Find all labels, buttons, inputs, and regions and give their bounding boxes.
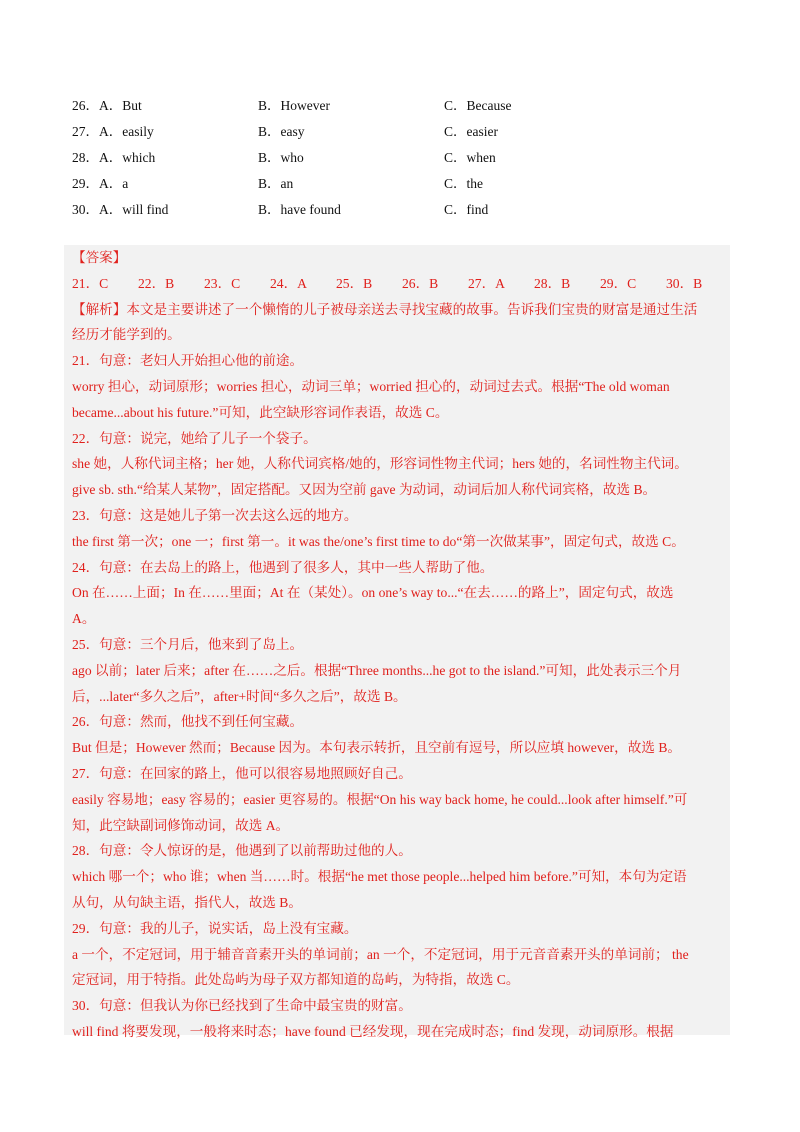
answer-key: 23．C (204, 275, 241, 291)
option-row (72, 146, 732, 172)
analysis-line: 30．句意：但我认为你已经找到了生命中最宝贵的财富。 (72, 998, 412, 1014)
answer-key: 21．C (72, 275, 109, 291)
analysis-line: 26．句意：然而，他找不到任何宝藏。 (72, 714, 304, 730)
answer-key: 26．B (402, 275, 439, 291)
option-row (72, 120, 732, 146)
option-row (72, 94, 732, 120)
analysis-line: 定冠词，用于特指。此处岛屿为母子双方都知道的岛屿，为特指，故选 C。 (72, 972, 520, 988)
answer-key: 22．B (138, 275, 175, 291)
option-c: C．find (444, 202, 489, 217)
analysis-line: 29．句意：我的儿子，说实话，岛上没有宝藏。 (72, 920, 358, 936)
analysis-line: 知，此空缺副词修饰动词，故选 A。 (72, 817, 290, 833)
analysis-line: the first 第一次；one 一；first 第一。it was the/one’s first time to do“第一次做某事”，固定句式，故选 C。 (72, 533, 685, 549)
analysis-line: became...about his future.”可知，此空缺形容词作表语，故选 C。 (72, 404, 449, 420)
option-a: 27．A．easily (72, 124, 154, 139)
option-b: B．who (258, 150, 304, 165)
analysis-line: which 哪一个；who 谁；when 当……时。根据“he met those people...helped him before.”可知，本句为定语 (72, 869, 687, 885)
analysis-line: 【解析】本文是主要讲述了一个懒惰的儿子被母亲送去寻找宝藏的故事。告诉我们宝贵的财富是通过生活 (72, 301, 698, 317)
analysis-line: 27．句意：在回家的路上，他可以很容易地照顾好自己。 (72, 765, 412, 781)
analysis-line: 经历才能学到的。 (72, 327, 181, 343)
analysis-line: a 一个，不定冠词，用于辅音音素开头的单词前；an 一个，不定冠词，用于元音音素开头的单词前； the (72, 946, 689, 962)
analysis-line: On 在……上面；In 在……里面；At 在（某处）。on one’s way to...“在去……的路上”，固定句式，故选 (72, 585, 674, 601)
analysis-line: 21．句意：老妇人开始担心他的前途。 (72, 353, 304, 369)
analysis-line: 22．句意：说完，她给了儿子一个袋子。 (72, 430, 317, 446)
option-c: C．when (444, 150, 496, 165)
answer-key: 24．A (270, 275, 308, 291)
analysis-line: 23．句意：这是她儿子第一次去这么远的地方。 (72, 507, 358, 523)
option-a: 30．A．will find (72, 202, 169, 217)
option-a: 26．A．But (72, 98, 142, 113)
answer-key: 25．B (336, 275, 373, 291)
answer-key: 29．C (600, 275, 637, 291)
option-c: C．easier (444, 124, 498, 139)
option-b: B．However (258, 98, 330, 113)
analysis-line: 25．句意：三个月后，他来到了岛上。 (72, 636, 304, 652)
analysis-line: 后，...later“多久之后”，after+时间“多久之后”，故选 B。 (72, 688, 407, 704)
analysis-line: 从句，从句缺主语，指代人，故选 B。 (72, 894, 302, 910)
analysis-line: 28．句意：令人惊讶的是，他遇到了以前帮助过他的人。 (72, 843, 412, 859)
analysis-line: 24．句意：在去岛上的路上，他遇到了很多人，其中一些人帮助了他。 (72, 559, 494, 575)
option-c: C．the (444, 176, 483, 191)
analysis-line: will find 将要发现，一般将来时态；have found 已经发现，现在完成时态；find 发现，动词原形。根据 (72, 1023, 674, 1039)
option-row (72, 198, 732, 224)
answer-key: 27．A (468, 275, 506, 291)
option-a: 29．A．a (72, 176, 129, 191)
answer-key: 28．B (534, 275, 571, 291)
analysis-line: give sb. sth.“给某人某物”，固定搭配。又因为空前 gave 为动词，动词后加人称代词宾格，故选 B。 (72, 482, 657, 498)
option-row (72, 172, 732, 198)
answer-keys (72, 271, 722, 297)
option-b: B．have found (258, 202, 341, 217)
answer-section (64, 245, 730, 1039)
option-a: 28．A．which (72, 150, 156, 165)
option-b: B．an (258, 176, 294, 191)
answer-heading: 【答案】 (72, 250, 127, 265)
option-c: C．Because (444, 98, 512, 113)
analysis-line: easily 容易地；easy 容易的；easier 更容易的。根据“On his way back home, he could...look after himself.”可 (72, 791, 688, 807)
analysis-line: she 她，人称代词主格；her 她，人称代词宾格/她的，形容词性物主代词；hers 她的，名词性物主代词。 (72, 456, 688, 472)
analysis-line: But 但是；However 然而；Because 因为。本句表示转折，且空前有逗号，所以应填 however，故选 B。 (72, 740, 682, 756)
analysis-line: A。 (72, 611, 96, 627)
analysis-line: worry 担心，动词原形；worries 担心，动词三单；worried 担心的，动词过去式。根据“The old woman (72, 378, 670, 394)
option-b: B．easy (258, 124, 305, 139)
option-list (72, 94, 732, 224)
answer-key: 30．B (666, 275, 703, 291)
analysis-line: ago 以前；later 后来；after 在……之后。根据“Three months...he got to the island.”可知，此处表示三个月 (72, 662, 682, 678)
